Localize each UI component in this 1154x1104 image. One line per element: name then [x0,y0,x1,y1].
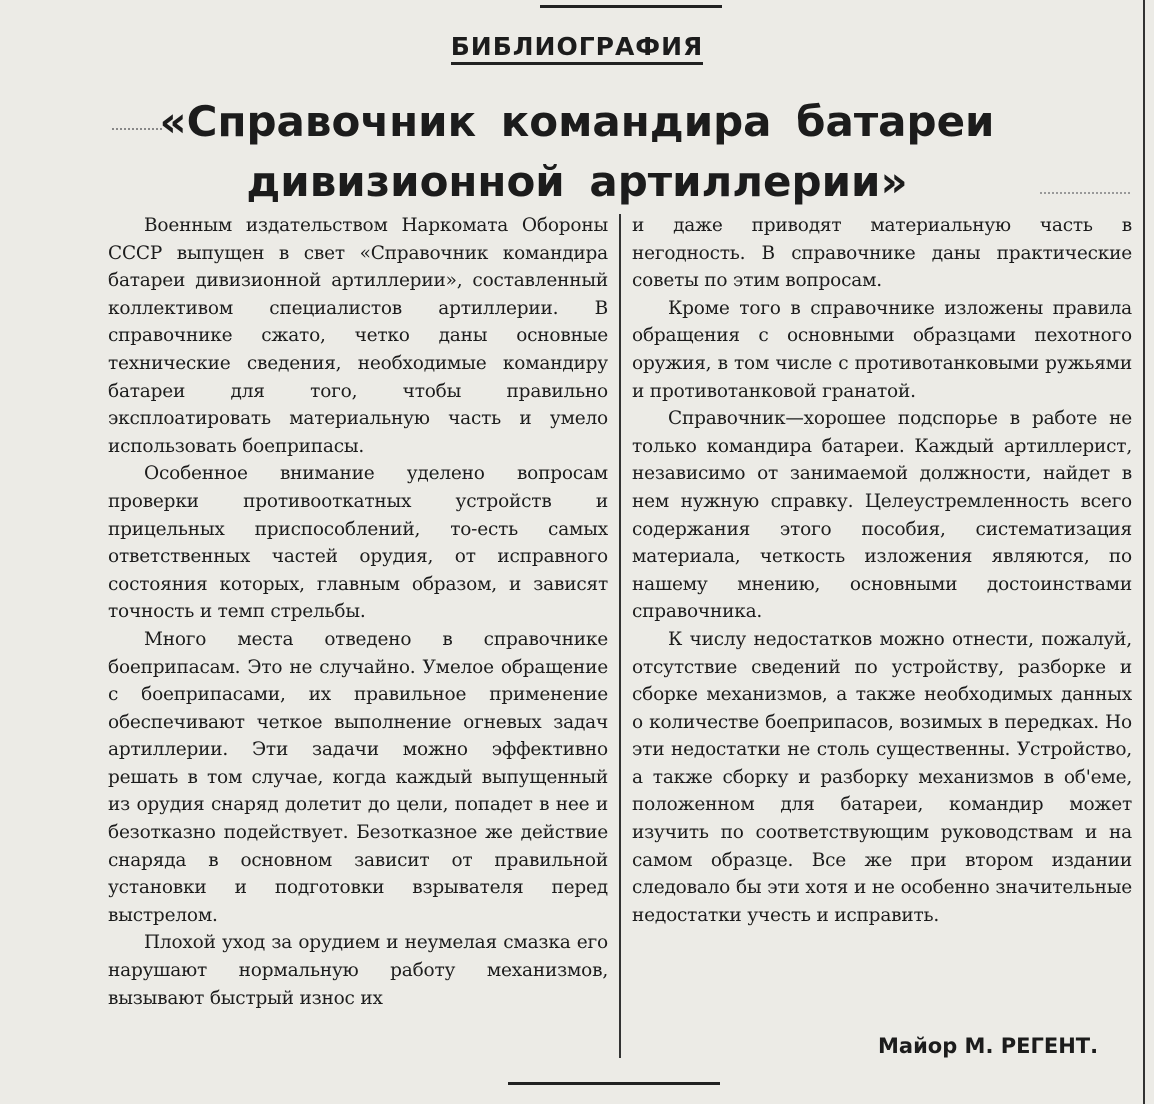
paragraph-continued: и даже приводят материальную часть в негодность. В справочнике даны практические советы по этим вопросам. [632,215,1132,292]
column-divider [619,214,621,1058]
paragraph: Кроме того в справочнике изложены правила обращения с основными образцами пехотного оружия, в том числе с противотанковыми ружьями и противотанковой гранатой. [632,297,1132,402]
article-column-right [632,212,1132,929]
paragraph: Много места отведено в справочнике боеприпасам. Это не случайно. Умелое обращение с боеприпасами, их правильное применение обеспечивают четкое выполнение огневых задач артиллерии. Эти задачи можно эффективно решать в том случае, когда каждый выпущенный из орудия снаряд долетит до цели, попадет в нее и безотказно подействует. Безотказное же действие снаряда в основном зависит от правильной установки и подготовки взрывателя перед выстрелом. [108,628,608,926]
article-headline [0,92,1154,212]
paragraph: Военным издательством Наркомата Обороны СССР выпущен в свет «Справочник командира батареи дивизионной артиллерии», составленный коллективом специалистов артиллерии. В справочнике сжато, четко даны основные технические сведения, необходимые командиру батареи для того, чтобы правильно эксплоатировать материальную часть и умело использовать боеприпасы. [108,215,608,457]
paragraph: Особенное внимание уделено вопросам проверки противооткатных устройств и прицельных приспособлений, то-есть самых ответственных частей орудия, от исправного состояния которых, главным образом, и зависят точность и темп стрельбы. [108,463,608,623]
paragraph: Плохой уход за орудием и неумелая смазка его нарушают нормальную работу механизмов, вызывают быстрый износ их [108,932,608,1009]
paragraph: Справочник—хорошее подспорье в работе не только командира батареи. Каждый артиллерист, независимо от занимаемой должности, найдет в нем нужную справку. Целеустремленность всего содержания этого пособия, систематизация материала, четкость изложения являются, по нашему мнению, основными достоинствами справочника. [632,408,1132,623]
article-column-left [108,212,608,1012]
headline-line-1: «Справочник командира батареи [159,97,995,146]
section-rubric [0,32,1154,61]
top-divider-rule [540,5,722,8]
bottom-divider-rule [508,1082,720,1085]
headline-line-2: дивизионной артиллерии» [246,157,908,206]
rubric-label: БИБЛИОГРАФИЯ [451,32,704,65]
author-signature: Майор М. РЕГЕНТ. [878,1034,1099,1058]
paragraph: К числу недостатков можно отнести, пожалуй, отсутствие сведений по устройству, разборке и сборке механизмов, а также необходимых данных о количестве боеприпасов, возимых в передках. Но эти недостатки не столь существенны. Устройство, а также сборку и разборку механизмов в об'еме, положенном для батареи, командир может изучить по соответствующим руководствам и на самом образце. Все же при втором издании следовало бы эти хотя и не особенно значительные недостатки учесть и исправить. [632,628,1132,926]
